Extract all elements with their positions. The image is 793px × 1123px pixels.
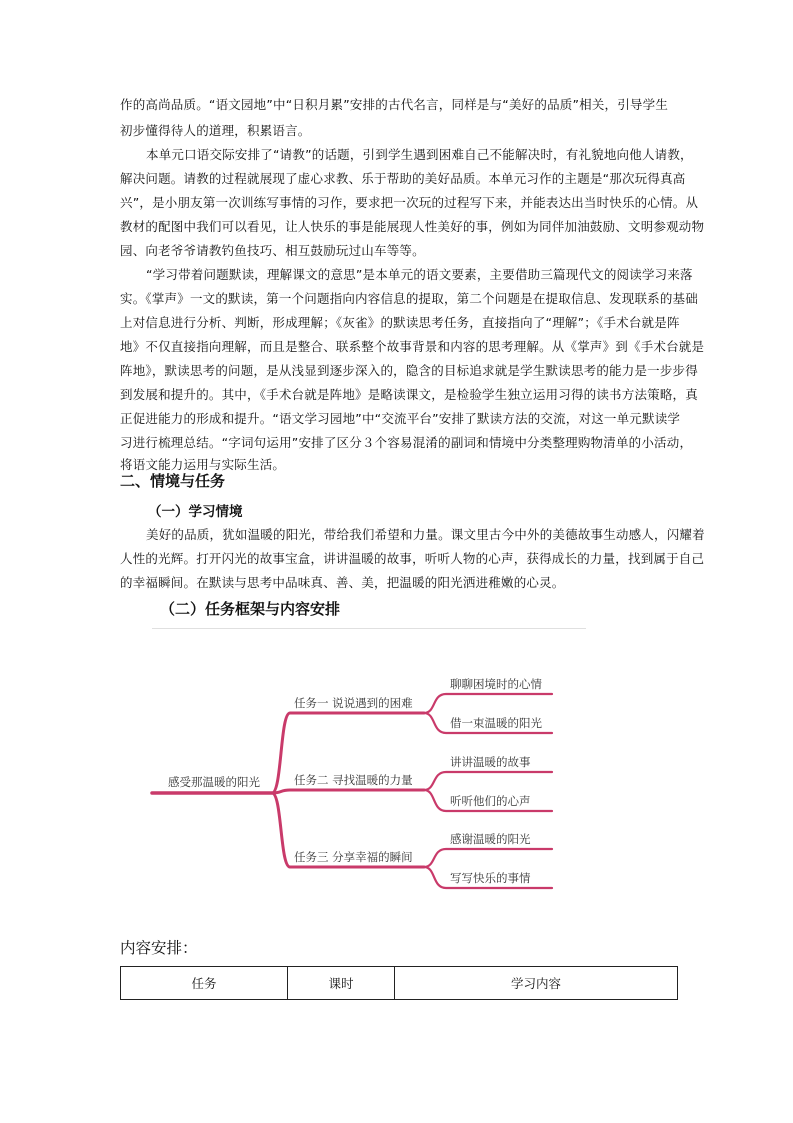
mind-map-subtask: 听听他们的心声 <box>450 794 531 808</box>
paragraph-line: 地》不仅直接指向理解，而且是整合、联系整个故事背景和内容的思考理解。从《掌声》到《手术台就是 <box>120 339 705 354</box>
paragraph-line: 作的高尚品质。“语文园地”中“日积月累”安排的古代名言，同样是与“美好的品质”相关，引导学生 <box>120 97 669 112</box>
paragraph-line: 将语文能力运用与实际生活。 <box>120 457 286 472</box>
mind-map-task: 任务三 分享幸福的瞬间 <box>294 850 413 864</box>
mind-map-subtask: 借一束温暖的阳光 <box>450 716 542 730</box>
mind-map-subtask: 感谢温暖的阳光 <box>450 832 531 846</box>
subsection-heading: （一）学习情境 <box>148 504 243 520</box>
table-header-periods: 课时 <box>288 967 395 1000</box>
paragraph-line: 正促进能力的形成和提升。“语文学习园地”中“交流平台”安排了默读方法的交流，对这一单元默读学 <box>120 411 681 426</box>
mind-map-task: 任务二 寻找温暖的力量 <box>294 773 413 787</box>
paragraph-line: 到发展和提升的。其中，《手术台就是阵地》是略读课文，是检验学生独立运用习得的读书方法策略，真 <box>120 387 698 402</box>
mind-map-leaf-line <box>424 772 552 790</box>
paragraph-line: 实。《掌声》一文的默读，第一个问题指向内容信息的提取，第二个问题是在提取信息、发现联系的基础 <box>120 291 698 306</box>
table-header-content: 学习内容 <box>395 967 678 1000</box>
mind-map-branch-line <box>272 790 424 793</box>
paragraph-line: 本单元口语交际安排了“请教”的话题，引到学生遇到困难自己不能解决时，有礼貌地向他人请教， <box>146 147 693 162</box>
situation-line: 人性的光辉。打开闪光的故事宝盒，讲讲温暖的故事，听听人物的心声，获得成长的力量，找到属于自己 <box>120 551 705 566</box>
situation-line: 的幸福瞬间。在默读与思考中品味真、善、美，把温暖的阳光洒进稚嫩的心灵。 <box>120 575 565 590</box>
mind-map-leaf-line <box>424 849 552 867</box>
paragraph-line: 园、向老爷爷请教钓鱼技巧、相互鼓励玩过山车等等。 <box>120 243 425 258</box>
paragraph-line: “学习带着问题默读，理解课文的意思”是本单元的语文要素，主要借助三篇现代文的阅读学习来落 <box>146 267 693 282</box>
paragraph-line: 初步懂得待人的道理，积累语言。 <box>120 123 311 138</box>
mind-map-task: 任务一 说说遇到的困难 <box>294 696 413 710</box>
table-header-task: 任务 <box>121 967 288 1000</box>
paragraph-line: 解决问题。请教的过程就展现了虚心求教、乐于帮助的美好品质。本单元习作的主题是“那次玩得真高 <box>120 171 686 186</box>
table-header-row <box>121 967 678 1000</box>
mind-map-subtask: 聊聊困境时的心情 <box>450 677 542 691</box>
paragraph-line: 兴”，是小朋友第一次训练写事情的习作，要求把一次玩的过程写下来，并能表达出当时快乐的心情。从 <box>120 195 699 210</box>
situation-line: 美好的品质，犹如温暖的阳光，带给我们希望和力量。课文里古今中外的美德故事生动感人，闪耀着 <box>146 527 705 542</box>
content-label: 内容安排： <box>120 939 198 957</box>
paragraph-line: 教材的配图中我们可以看见，让人快乐的事是能展现人性美好的事，例如为同伴加油鼓励、文明参观动物 <box>120 219 705 234</box>
paragraph-line: 阵地》，默读思考的问题，是从浅显到逐步深入的，隐含的目标追求就是学生默读思考的能力是一步步得 <box>120 363 698 378</box>
content-table <box>120 966 678 1000</box>
mind-map-leaf-line <box>424 694 552 713</box>
section-heading: 二、情境与任务 <box>120 472 226 490</box>
subsection-heading: （二）任务框架与内容安排 <box>160 600 341 618</box>
mind-map-subtask: 写写快乐的事情 <box>450 871 531 885</box>
paragraph-line: 习进行梳理总结。“字词句运用”安排了区分３个容易混淆的副词和情境中分类整理购物清单的小活动， <box>120 435 693 450</box>
mind-map-root: 感受那温暖的阳光 <box>168 775 260 789</box>
paragraph-line: 上对信息进行分析、判断，形成理解；《灰雀》的默读思考任务，直接指向了“理解”；《手术台就是阵 <box>120 315 680 330</box>
mind-map-subtask: 讲讲温暖的故事 <box>450 755 531 769</box>
